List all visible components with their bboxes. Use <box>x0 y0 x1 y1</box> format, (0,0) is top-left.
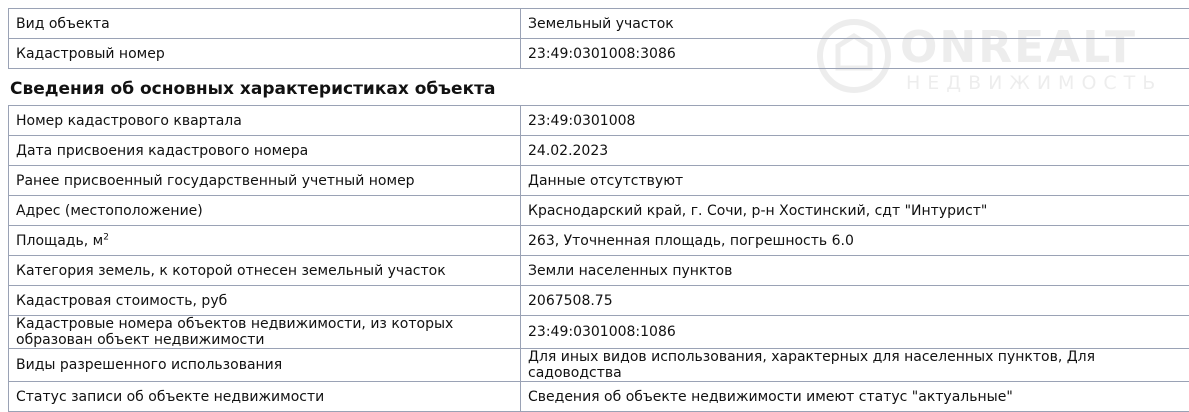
document-body <box>8 8 1189 412</box>
row-value: 2067508.75 <box>521 286 1189 316</box>
table-row <box>9 39 1189 69</box>
table-row <box>9 136 1189 166</box>
row-label: Категория земель, к которой отнесен земельный участок <box>9 256 521 286</box>
table-row <box>9 256 1189 286</box>
section-title: Сведения об основных характеристиках объекта <box>8 71 1189 105</box>
row-value: Сведения об объекте недвижимости имеют статус "актуальные" <box>521 382 1189 412</box>
table-row <box>9 316 1189 349</box>
table-row <box>9 9 1189 39</box>
characteristics-table <box>8 105 1189 412</box>
row-label: Кадастровые номера объектов недвижимости, из которых образован объект недвижимости <box>9 316 521 349</box>
table-row <box>9 166 1189 196</box>
row-label: Адрес (местоположение) <box>9 196 521 226</box>
row-label: Номер кадастрового квартала <box>9 106 521 136</box>
row-value: Данные отсутствуют <box>521 166 1189 196</box>
row-value: 263, Уточненная площадь, погрешность 6.0 <box>521 226 1189 256</box>
table-row <box>9 382 1189 412</box>
row-value: Для иных видов использования, характерных для населенных пунктов, Для садоводства <box>521 349 1189 382</box>
object-table <box>8 8 1189 69</box>
table-row <box>9 349 1189 382</box>
row-value: Краснодарский край, г. Сочи, р-н Хостинский, сдт "Интурист" <box>521 196 1189 226</box>
row-value: 23:49:0301008:3086 <box>521 39 1189 69</box>
table-row <box>9 196 1189 226</box>
table-row <box>9 286 1189 316</box>
watermark-brand: ONREALT <box>900 22 1137 73</box>
row-value: Земельный участок <box>521 9 1189 39</box>
area-label: Площадь, м <box>16 233 103 249</box>
row-value: 23:49:0301008 <box>521 106 1189 136</box>
watermark-subtitle: НЕДВИЖИМОСТЬ <box>906 72 1162 94</box>
row-label: Кадастровый номер <box>9 39 521 69</box>
row-label <box>9 226 521 256</box>
table-row <box>9 106 1189 136</box>
row-label: Виды разрешенного использования <box>9 349 521 382</box>
row-value: 24.02.2023 <box>521 136 1189 166</box>
row-label: Статус записи об объекте недвижимости <box>9 382 521 412</box>
row-label: Дата присвоения кадастрового номера <box>9 136 521 166</box>
row-value: 23:49:0301008:1086 <box>521 316 1189 349</box>
row-value: Земли населенных пунктов <box>521 256 1189 286</box>
table-row <box>9 226 1189 256</box>
row-label: Вид объекта <box>9 9 521 39</box>
row-label: Ранее присвоенный государственный учетный номер <box>9 166 521 196</box>
area-unit-superscript: 2 <box>103 232 109 242</box>
row-label: Кадастровая стоимость, руб <box>9 286 521 316</box>
